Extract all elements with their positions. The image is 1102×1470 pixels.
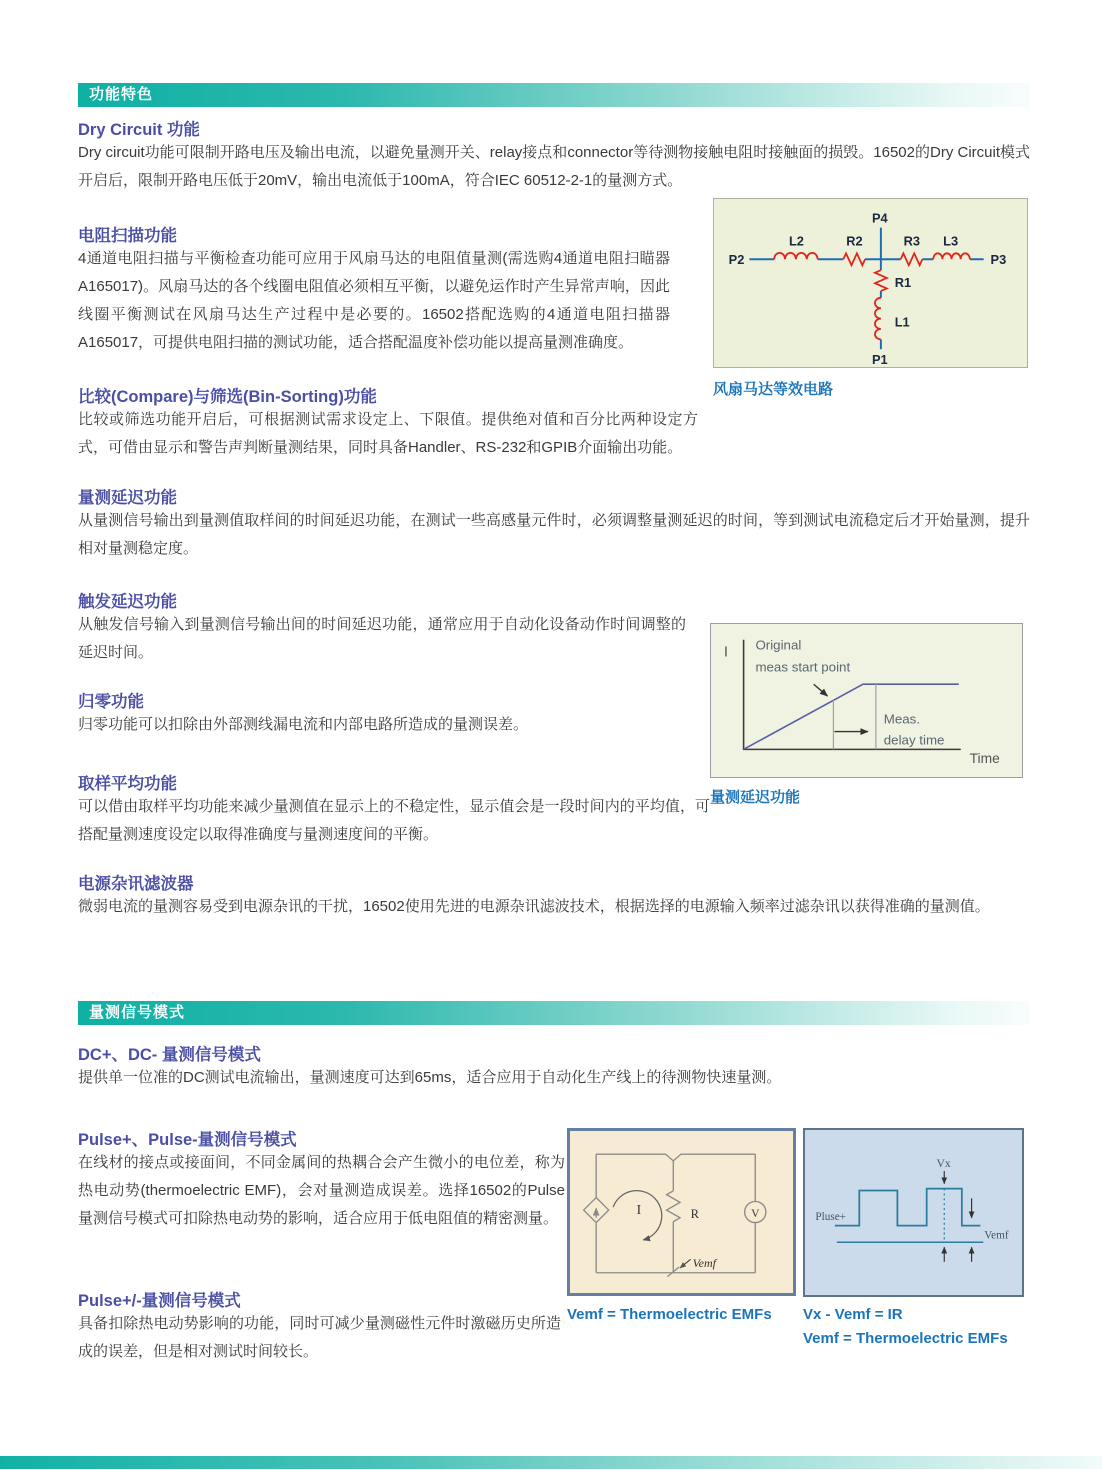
inductor-L1 — [875, 298, 881, 340]
L1-label: L1 — [894, 314, 910, 330]
para-meas-delay: 从量测信号输出到量测值取样间的时间延迟功能，在测试一些高感量元件时，必须调整量测延迟的时间，等到测试电流稳定后才开始量测，提升相对量测稳定度。 — [78, 512, 1030, 557]
vemf-pointer-arrow — [680, 1259, 691, 1268]
heading-dc-mode: DC+、DC- 量测信号模式 — [78, 1046, 261, 1064]
y-axis-label: I — [723, 644, 728, 661]
heading-pulse-mode: Pulse+、Pulse-量测信号模式 — [78, 1131, 297, 1149]
R3-label: R3 — [903, 233, 921, 249]
terminal-P4-label: P4 — [871, 210, 888, 226]
pulse-waveform-diagram — [805, 1130, 1022, 1295]
thermo-emf-circuit-diagram — [570, 1131, 793, 1293]
x-axis-label: Time — [969, 750, 1000, 767]
fan-motor-circuit-figure — [713, 198, 1028, 368]
page-footer-strip — [0, 1456, 1102, 1469]
terminal-P2-label: P2 — [728, 252, 745, 268]
resistor-R1 — [875, 270, 887, 291]
vx-label: Vx — [936, 1157, 951, 1171]
inductor-L2 — [774, 253, 817, 259]
para-dry-circuit: Dry circuit功能可限制开路电压及输出电流，以避免量测开关、relay接点和connector等待测物接触电阻时接触面的损毁。16502的Dry Circuit模式开启后，限制开路电压低于20mV，输出电流低于100mA，符合IEC 60512-2-1的量测方式。 — [78, 144, 1030, 189]
heading-noise-filter: 电源杂讯滤波器 — [78, 875, 194, 893]
para-trigger-delay: 从触发信号输入到量测信号输出间的时间延迟功能，通常应用于自动化设备动作时间调整的延迟时间。 — [78, 616, 686, 661]
vemf-line-label: Vemf — [984, 1229, 1009, 1242]
fan-motor-circuit-caption: 风扇马达等效电路 — [713, 381, 834, 398]
pulse-train-waveform — [835, 1189, 980, 1226]
heading-sample-average: 取样平均功能 — [78, 775, 177, 793]
start-point-arrow — [814, 684, 828, 696]
para-noise-filter: 微弱电流的量测容易受到电源杂讯的干扰，16502使用先进的电源杂讯滤波技术，根据选择的电源输入频率过滤杂讯以获得准确的量测值。 — [78, 898, 990, 915]
heading-dry-circuit: Dry Circuit 功能 — [78, 121, 200, 139]
section-band-features-label: 功能特色 — [89, 86, 154, 103]
R2-label: R2 — [846, 233, 863, 249]
heading-meas-delay: 量测延迟功能 — [78, 489, 177, 507]
vemf-label: Vemf — [692, 1255, 717, 1270]
pulse-plus-label: Pluse+ — [815, 1210, 847, 1223]
section-band-signal-modes-label: 量测信号模式 — [89, 1004, 186, 1021]
para-resistance-scan: 4通道电阻扫描与平衡检查功能可应用于风扇马达的电阻值量测(需选购4通道电阻扫瞄器A165017)。风扇马达的各个线圈电阻值必须相互平衡，以避免运作时产生异常声响，因此线圈平衡测试在风扇马达生产过程中是必要的。16502搭配选购的4通道电阻扫描器A165017，可提供电阻扫描的测试功能，适合搭配温度补偿功能以提高量测准确度。 — [78, 250, 670, 351]
para-sample-average: 可以借由取样平均功能来减少量测值在显示上的不稳定性，显示值会是一段时间内的平均值，可搭配量测速度设定以取得准确度与量测速度间的平衡。 — [78, 798, 710, 843]
resistor-R-label: R — [690, 1206, 700, 1221]
delay-time-label-line2: delay time — [883, 732, 945, 748]
delay-time-label-line1: Meas. — [883, 711, 921, 727]
heading-trigger-delay: 触发延迟功能 — [78, 593, 177, 611]
L2-label: L2 — [788, 233, 804, 249]
fan-motor-circuit-diagram — [714, 199, 1027, 367]
pulse-caption-line2: Vemf = Thermoelectric EMFs — [803, 1330, 1008, 1347]
L3-label: L3 — [943, 233, 959, 249]
R1-label: R1 — [894, 274, 912, 290]
current-I-label: I — [636, 1201, 642, 1217]
section-band-features — [78, 83, 1030, 107]
heading-pulse-pm-mode: Pulse+/-量测信号模式 — [78, 1292, 241, 1310]
original-start-note-line2: meas start point — [755, 659, 851, 675]
voltmeter-V-label: V — [751, 1206, 760, 1220]
resistor-R3 — [901, 253, 923, 265]
para-zeroing: 归零功能可以扣除由外部测线漏电流和内部电路所造成的量测误差。 — [78, 716, 529, 733]
terminal-P1-label: P1 — [871, 352, 888, 367]
meas-delay-diagram — [711, 624, 1022, 777]
para-compare-binsort: 比较或筛选功能开启后，可根据测试需求设定上、下限值。提供绝对值和百分比两种设定方式，可借由显示和警告声判断量测结果，同时具备Handler、RS-232和GPIB介面输出功能。 — [78, 411, 698, 456]
heading-resistance-scan: 电阻扫描功能 — [78, 227, 177, 245]
para-pulse-mode: 在线材的接点或接面间，不同金属间的热耦合会产生微小的电位差，称为热电动势(thermoelectric EMF)，会对量测造成误差。选择16502的Pulse量测信号模式可扣除热电动势的影响，适合应用于低电阻值的精密测量。 — [78, 1154, 565, 1227]
original-start-note-line1: Original — [755, 637, 802, 653]
resistor-R-symbol — [667, 1191, 681, 1222]
section-band-signal-modes — [78, 1001, 1030, 1025]
meas-delay-figure — [710, 623, 1023, 778]
resistor-R2 — [843, 253, 865, 265]
thermo-emf-caption: Vemf = Thermoelectric EMFs — [567, 1306, 772, 1323]
pulse-caption-line1: Vx - Vemf = IR — [803, 1306, 903, 1323]
heading-compare-binsort: 比较(Compare)与筛选(Bin-Sorting)功能 — [78, 388, 377, 406]
heading-zeroing: 归零功能 — [78, 693, 144, 711]
thermo-emf-circuit-figure — [567, 1128, 796, 1296]
para-pulse-pm-mode: 具备扣除热电动势影响的功能，同时可减少量测磁性元件时激磁历史所造成的误差，但是相对测试时间较长。 — [78, 1315, 561, 1360]
inductor-L3 — [933, 253, 970, 259]
top-wire-junction — [596, 1154, 755, 1161]
meas-delay-caption: 量测延迟功能 — [710, 789, 801, 806]
terminal-P3-label: P3 — [990, 252, 1007, 268]
pulse-waveform-figure — [803, 1128, 1024, 1297]
para-dc-mode: 提供单一位准的DC测试电流输出，量测速度可达到65ms，适合应用于自动化生产线上的待测物快速量测。 — [78, 1069, 782, 1086]
